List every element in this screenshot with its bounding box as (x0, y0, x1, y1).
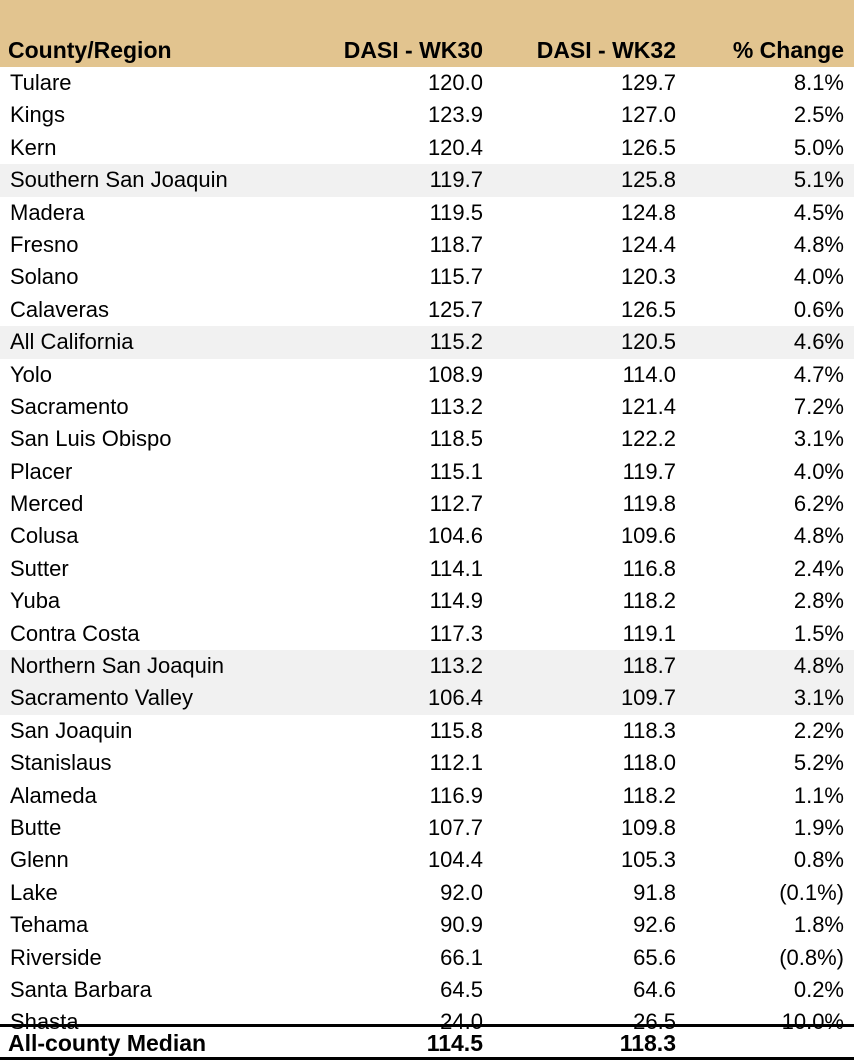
table-row (0, 909, 854, 941)
dasi-wk32-cell: 116.8 (622, 555, 676, 581)
dasi-wk32-cell: 118.0 (622, 750, 676, 776)
pct-change-cell: 10.0% (781, 1009, 844, 1035)
dasi-wk32-cell: 120.3 (620, 264, 676, 290)
dasi-wk32-cell: 124.4 (620, 231, 676, 257)
county-name-cell: Lake (10, 879, 58, 905)
table-row (0, 456, 854, 488)
header-pct-change: % Change (732, 37, 844, 63)
pct-change-cell: 4.7% (793, 361, 844, 387)
pct-change-cell: 8.1% (793, 70, 844, 95)
dasi-wk32-cell: 105.3 (620, 847, 676, 873)
header-dasi-wk32: DASI - WK32 (536, 37, 676, 63)
pct-change-cell: (0.8%) (779, 944, 844, 970)
pct-change-cell: 2.8% (793, 588, 844, 614)
table-row (0, 294, 854, 326)
dasi-wk32-cell: 120.5 (620, 329, 676, 355)
dasi-wk32-cell: 129.7 (620, 70, 676, 95)
county-name-cell: All California (10, 329, 134, 355)
dasi-wk32-cell: 109.6 (620, 523, 676, 549)
dasi-wk30-cell: 115.7 (429, 264, 483, 290)
table-row (0, 682, 854, 714)
county-name-cell: Yolo (10, 361, 53, 387)
table-row (0, 423, 854, 455)
dasi-wk30-cell: 123.9 (427, 102, 483, 128)
table-row (0, 132, 854, 164)
dasi-wk30-cell: 120.4 (427, 134, 483, 160)
dasi-wk30-cell: 24.0 (440, 1009, 483, 1035)
county-name-cell: Butte (10, 814, 62, 840)
dasi-wk30-cell: 118.5 (429, 426, 483, 452)
county-name-cell: Sutter (10, 555, 69, 581)
table-row (0, 391, 854, 423)
pct-change-cell: 4.5% (793, 199, 844, 225)
county-name-cell: Tulare (10, 70, 72, 95)
table-row (0, 326, 854, 358)
median-wk30: 114.5 (426, 1030, 483, 1056)
table-row (0, 618, 854, 650)
pct-change-cell: 4.8% (793, 231, 844, 257)
county-name-cell: Riverside (10, 944, 102, 970)
dasi-wk32-cell: 64.6 (633, 976, 676, 1002)
table-row (0, 99, 854, 131)
dasi-wk30-cell: 119.7 (429, 167, 483, 193)
pct-change-cell: 4.0% (793, 458, 844, 484)
dasi-wk30-cell: 114.9 (429, 588, 483, 614)
pct-change-cell: 4.8% (793, 523, 844, 549)
table-row (0, 715, 854, 747)
dasi-wk32-cell: 118.2 (622, 588, 676, 614)
pct-change-cell: 3.1% (793, 426, 844, 452)
county-name-cell: Fresno (10, 231, 79, 257)
pct-change-cell: 4.6% (793, 329, 844, 355)
pct-change-cell: 0.2% (793, 976, 844, 1002)
dasi-wk30-cell: 90.9 (440, 912, 483, 938)
pct-change-cell: 2.2% (793, 717, 844, 743)
pct-change-cell: 6.2% (793, 491, 844, 517)
county-name-cell: Shasta (10, 1009, 79, 1035)
dasi-wk30-cell: 104.6 (427, 523, 483, 549)
pct-change-cell: 3.1% (793, 685, 844, 711)
table-row (0, 359, 854, 391)
dasi-wk30-cell: 116.9 (429, 782, 483, 808)
table-row (0, 974, 854, 1006)
county-name-cell: Sacramento (10, 393, 129, 419)
county-name-cell: Southern San Joaquin (10, 167, 228, 193)
pct-change-cell: 1.5% (793, 620, 844, 646)
pct-change-cell: 0.6% (793, 296, 844, 322)
county-name-cell: Yuba (10, 588, 61, 614)
county-name-cell: San Luis Obispo (10, 426, 172, 452)
dasi-wk30-cell: 113.2 (429, 393, 483, 419)
dasi-wk32-cell: 109.8 (620, 814, 676, 840)
pct-change-cell: 4.8% (793, 653, 844, 679)
table-row (0, 942, 854, 974)
median-row (0, 1024, 854, 1060)
dasi-wk30-cell: 125.7 (427, 296, 483, 322)
table-row (0, 585, 854, 617)
county-name-cell: Alameda (10, 782, 97, 808)
dasi-wk30-cell: 117.3 (429, 620, 483, 646)
table-row (0, 877, 854, 909)
dasi-wk30-cell: 108.9 (427, 361, 483, 387)
dasi-wk30-cell: 114.1 (429, 555, 483, 581)
pct-change-cell: 7.2% (793, 393, 844, 419)
county-name-cell: Northern San Joaquin (10, 653, 225, 679)
table-row (0, 844, 854, 876)
county-name-cell: Sacramento Valley (10, 685, 194, 711)
median-label: All-county Median (8, 1030, 207, 1056)
dasi-wk32-cell: 91.8 (633, 879, 676, 905)
county-name-cell: Glenn (10, 847, 69, 873)
table-row (0, 812, 854, 844)
dasi-wk32-cell: 92.6 (633, 912, 676, 938)
county-name-cell: Santa Barbara (10, 976, 152, 1002)
header-county-region: County/Region (8, 37, 172, 63)
dasi-wk30-cell: 112.7 (429, 491, 483, 517)
dasi-wk32-cell: 121.4 (620, 393, 676, 419)
dasi-wk32-cell: 26.5 (633, 1009, 676, 1035)
dasi-wk32-cell: 118.2 (622, 782, 676, 808)
pct-change-cell: 5.2% (793, 750, 844, 776)
table-header (0, 0, 854, 67)
dasi-wk30-cell: 120.0 (427, 70, 483, 95)
dasi-wk30-cell: 112.1 (429, 750, 483, 776)
dasi-wk30-cell: 66.1 (440, 944, 483, 970)
pct-change-cell: 1.8% (793, 912, 844, 938)
table-row (0, 553, 854, 585)
county-name-cell: Calaveras (10, 296, 110, 322)
dasi-wk30-cell: 92.0 (440, 879, 483, 905)
dasi-wk30-cell: 113.2 (429, 653, 483, 679)
dasi-wk30-cell: 64.5 (440, 976, 483, 1002)
table-row (0, 197, 854, 229)
dasi-wk32-cell: 126.5 (620, 296, 676, 322)
dasi-wk32-cell: 127.0 (620, 102, 676, 128)
table-row (0, 520, 854, 552)
dasi-wk32-cell: 118.7 (622, 653, 676, 679)
table-body (0, 67, 854, 1039)
county-name-cell: Kern (10, 134, 57, 160)
table-row (0, 650, 854, 682)
header-dasi-wk30: DASI - WK30 (343, 37, 483, 63)
dasi-wk32-cell: 119.8 (622, 491, 676, 517)
dasi-wk30-cell: 119.5 (429, 199, 483, 225)
dasi-wk32-cell: 119.7 (622, 458, 676, 484)
table-row (0, 164, 854, 196)
pct-change-cell: 1.9% (793, 814, 844, 840)
pct-change-cell: 0.8% (793, 847, 844, 873)
county-name-cell: Merced (10, 491, 84, 517)
dasi-wk30-cell: 118.7 (429, 231, 483, 257)
dasi-wk30-cell: 104.4 (427, 847, 483, 873)
table-row (0, 747, 854, 779)
county-name-cell: Colusa (10, 523, 79, 549)
pct-change-cell: 2.4% (793, 555, 844, 581)
dasi-wk32-cell: 119.1 (622, 620, 676, 646)
table-row (0, 780, 854, 812)
pct-change-cell: 5.1% (793, 167, 844, 193)
dasi-wk32-cell: 65.6 (633, 944, 676, 970)
county-name-cell: Madera (10, 199, 85, 225)
dasi-wk32-cell: 122.2 (620, 426, 676, 452)
county-name-cell: Stanislaus (10, 750, 112, 776)
dasi-wk32-cell: 114.0 (622, 361, 676, 387)
county-name-cell: Kings (10, 102, 66, 128)
county-name-cell: Solano (10, 264, 79, 290)
dasi-wk32-cell: 126.5 (620, 134, 676, 160)
pct-change-cell: 2.5% (793, 102, 844, 128)
dasi-wk32-cell: 124.8 (620, 199, 676, 225)
pct-change-cell: (0.1%) (779, 879, 844, 905)
table-row (0, 67, 854, 99)
dasi-wk30-cell: 115.2 (429, 329, 483, 355)
dasi-wk30-cell: 106.4 (427, 685, 483, 711)
table-row (0, 229, 854, 261)
county-name-cell: Placer (10, 458, 73, 484)
dasi-wk30-cell: 107.7 (427, 814, 483, 840)
table-row (0, 261, 854, 293)
dasi-wk32-cell: 109.7 (620, 685, 676, 711)
pct-change-cell: 4.0% (793, 264, 844, 290)
county-name-cell: Tehama (10, 912, 89, 938)
table-row (0, 488, 854, 520)
dasi-wk32-cell: 125.8 (620, 167, 676, 193)
median-wk32: 118.3 (619, 1030, 676, 1056)
dasi-wk32-cell: 118.3 (622, 717, 676, 743)
dasi-wk30-cell: 115.8 (429, 717, 483, 743)
dasi-wk30-cell: 115.1 (429, 458, 483, 484)
pct-change-cell: 5.0% (793, 134, 844, 160)
county-name-cell: San Joaquin (10, 717, 133, 743)
pct-change-cell: 1.1% (793, 782, 844, 808)
county-name-cell: Contra Costa (10, 620, 140, 646)
